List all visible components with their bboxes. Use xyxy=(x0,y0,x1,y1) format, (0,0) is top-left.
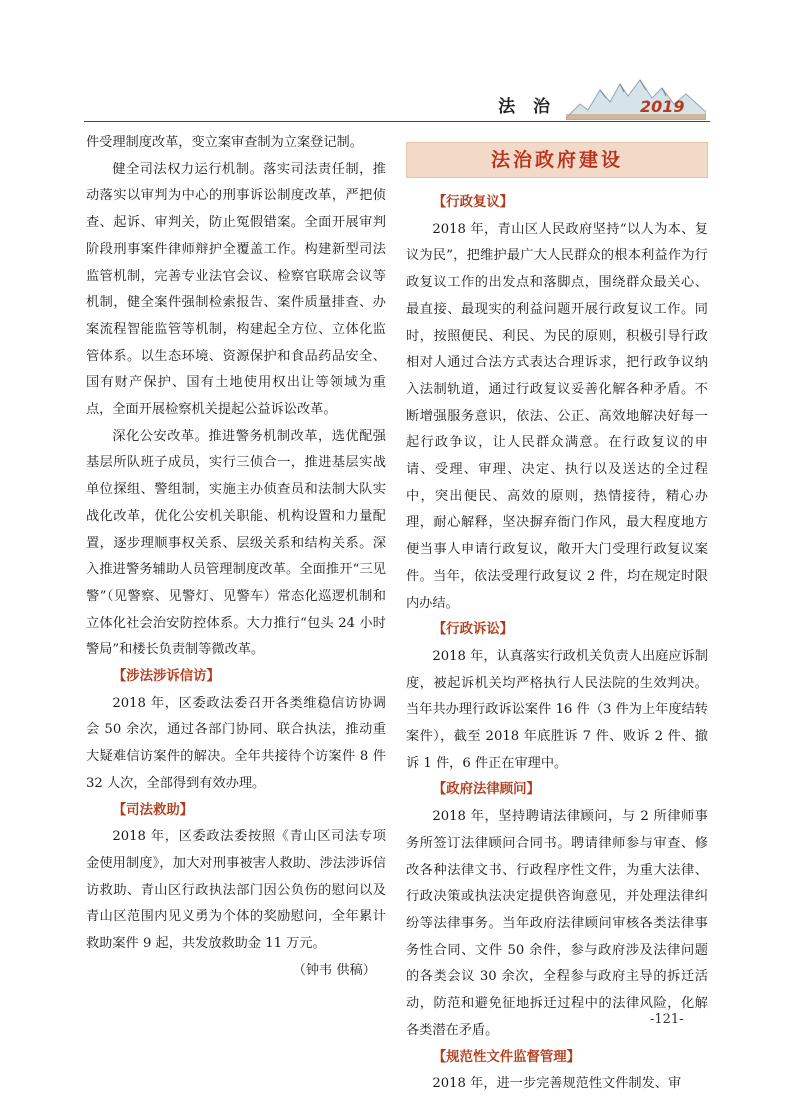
paragraph: 2018 年，青山区人民政府坚持“以人为本、复议为民”，把维护最广大人民群众的根本利益作为行政复议工作的出发点和落脚点，围绕群众最关心、最直接、最现实的利益问题开展行政复议工作。同时，按照便民、利民、为民的原则，积极引导行政相对人通过合法方式表达合理诉求，把行政争议纳入法制轨道，通过行政复议妥善化解各种矛盾。不断增强服务意识，依法、公正、高效地解决好每一起行政争议，让人民群众满意。在行政复议的申请、受理、审理、决定、执行以及送达的全过程中，突出便民、高效的原则，热情接待，精心办理，耐心解释，坚决摒弃衙门作风，最大程度地方便当事人申请行政复议，敞开大门受理行政复议案件。当年，依法受理行政复议 2 件，均在规定时限内办结。 xyxy=(406,221,708,611)
subheading: 【政府法律顾问】 xyxy=(432,782,540,798)
paragraph: 2018 年，进一步完善规范性文件制发、审 xyxy=(432,1076,682,1092)
paragraph: 2018 年，坚持聘请法律顾问，与 2 所律师事务所签订法律顾问合同书。聘请律师参与审查、修改各种法律文书、行政程序性文件，为重大法律、行政决策或执法决定提供咨询意见，并处理法律纠纷等法律事务。当年政府法律顾问审核各类法律事务性合同、文件 50 余件，参与政府涉及法律问题的各类会议 30 余次，全程参与政府主导的拆迁活动，防范和避免征地拆迁过程中的法律风险，化解各类潜在矛盾。 xyxy=(406,809,708,1038)
page-number: -121- xyxy=(650,1012,684,1027)
subheading: 【行政诉讼】 xyxy=(432,622,514,638)
paragraph: 2018 年，区委政法委召开各类维稳信访协调会 50 余次，通过各部门协同、联合执法，推动重大疑难信访案件的解决。全年共接待个访案件 8 件 32 人次，全部得到有效办理。 xyxy=(86,695,386,791)
section-title-banner: 法治政府建设 xyxy=(406,142,708,178)
running-header-title: 法 治 xyxy=(498,97,556,117)
paragraph: 件受理制度改革，变立案审查制为立案登记制。 xyxy=(86,135,363,150)
subheading: 【规范性文件监督管理】 xyxy=(432,1049,581,1065)
left-column xyxy=(86,130,386,985)
subheading: 【司法救助】 xyxy=(112,802,194,818)
paragraph: 健全司法权力运行机制。落实司法责任制，推动落实以审判为中心的刑事诉讼制度改革，严把侦查、起诉、审判关，防止冤假错案。全面开展审判阶段刑事案件律师辩护全覆盖工作。构建新型司法监管机制，完善专业法官会议、检察官联席会议等机制，健全案件强制检索报告、案件质量排查、办案流程智能监管等机制，构建起全方位、立体化监管体系。以生态环境、资源保护和食品药品安全、国有财产保护、国有土地使用权出让等领域为重点，全面开展检察机关提起公益诉讼改革。 xyxy=(86,161,386,418)
mountain-landscape-art-icon xyxy=(566,74,706,120)
running-header-year: 2019 xyxy=(640,97,685,116)
subheading: 【行政复议】 xyxy=(432,195,514,210)
paragraph: 2018 年，区委政法委按照《青山区司法专项金使用制度》，加大对刑事被害人救助、涉法涉诉信访救助、青山区行政执法部门因公负伤的慰问以及青山区范围内见义勇为个体的奖励慰问，全年累计救助案件 9 起，共发放救助金 11 万元。 xyxy=(86,829,386,952)
paragraph: 深化公安改革。推进警务机制改革，选优配强基层所队班子成员，实行三侦合一，推进基层实战单位探组、警组制，实施主办侦查员和法制大队实战化改革，优化公安机关职能、机构设置和力量配置，逐步理顺事权关系、层级关系和结构关系。深入推进警务辅助人员管理制度改革。全面推开“三见警”（见警察、见警灯、见警车）常态化巡逻机制和立体化社会治安防控体系。大力推行“包头 24 小时警局”和楼长负责制等微改革。 xyxy=(86,428,386,658)
contributor-credit: （钟韦 供稿） xyxy=(292,962,376,978)
right-column xyxy=(406,130,708,1098)
paragraph: 2018 年，认真落实行政机关负责人出庭应诉制度，被起诉机关均严格执行人民法院的生效判决。当年共办理行政诉讼案件 16 件（3 件为上年度结转案件），截至 2018 年底胜诉 7 件、败诉 2 件、撤诉 1 件，6 件正在审理中。 xyxy=(406,648,708,771)
header-rule xyxy=(84,121,710,122)
subheading: 【涉法涉诉信访】 xyxy=(112,669,220,685)
